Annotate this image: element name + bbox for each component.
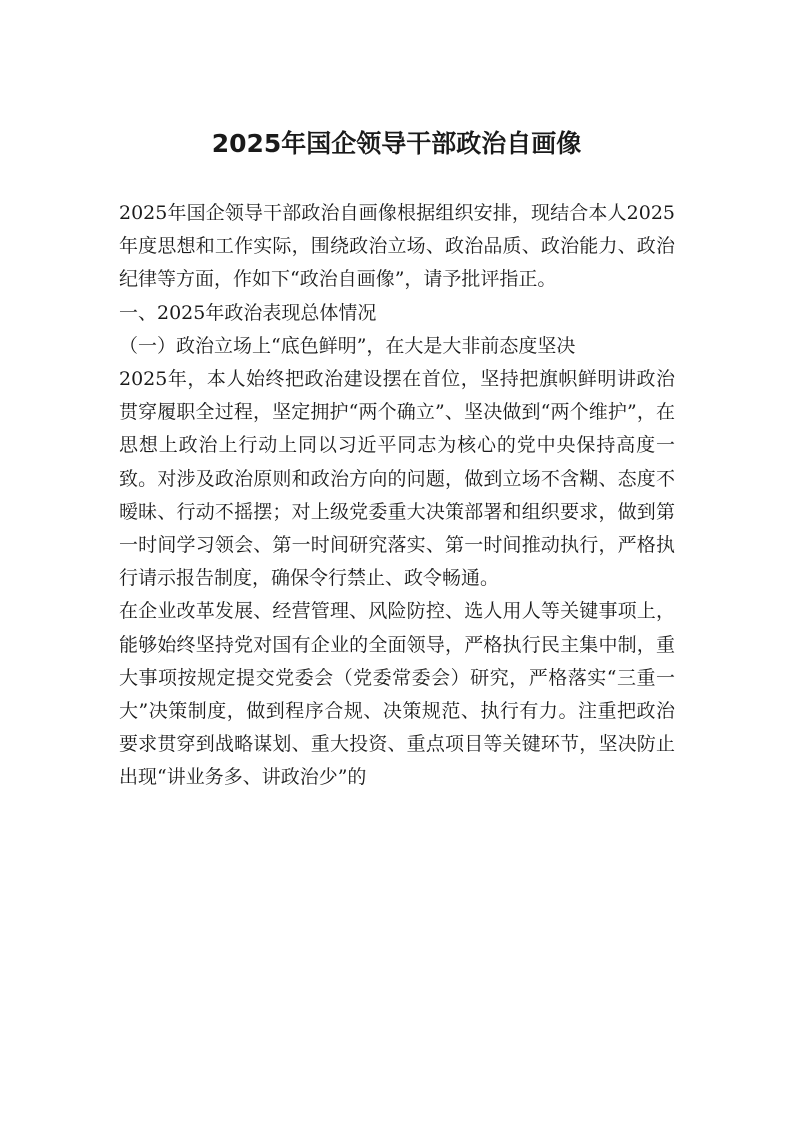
body-paragraph-1: 2025年，本人始终把政治建设摆在首位，坚持把旗帜鲜明讲政治贯穿履职全过程，坚定拥护“两个确立”、坚决做到“两个维护”，在思想上政治上行动上同以习近平同志为核心的党中央保持高度一致。对涉及政治原则和政治方向的问题，做到立场不含糊、态度不暧昧、行动不摇摆；对上级党委重大决策部署和组织要求，做到第一时间学习领会、第一时间研究落实、第一时间推动执行，严格执行请示报告制度，确保令行禁止、政令畅通。 xyxy=(119,368,675,590)
intro-paragraph: 2025年国企领导干部政治自画像根据组织安排，现结合本人2025年度思想和工作实际，围绕政治立场、政治品质、政治能力、政治纪律等方面，作如下“政治自画像”，请予批评指正。 xyxy=(119,202,675,291)
subsection-heading-1: （一）政治立场上“底色鲜明”，在大是大非前态度坚决 xyxy=(119,334,576,357)
document-body xyxy=(119,197,675,795)
body-paragraph-2: 在企业改革发展、经营管理、风险防控、选人用人等关键事项上，能够始终坚持党对国有企业的全面领导，严格执行民主集中制，重大事项按规定提交党委会（党委常委会）研究，严格落实“三重一大”决策制度，做到程序合规、决策规范、执行有力。注重把政治要求贯穿到战略谋划、重大投资、重点项目等关键环节，坚决防止出现“讲业务多、讲政治少”的 xyxy=(119,600,675,789)
document-title: 2025年国企领导干部政治自画像 xyxy=(211,129,582,158)
section-heading-1: 一、2025年政治表现总体情况 xyxy=(119,301,377,324)
